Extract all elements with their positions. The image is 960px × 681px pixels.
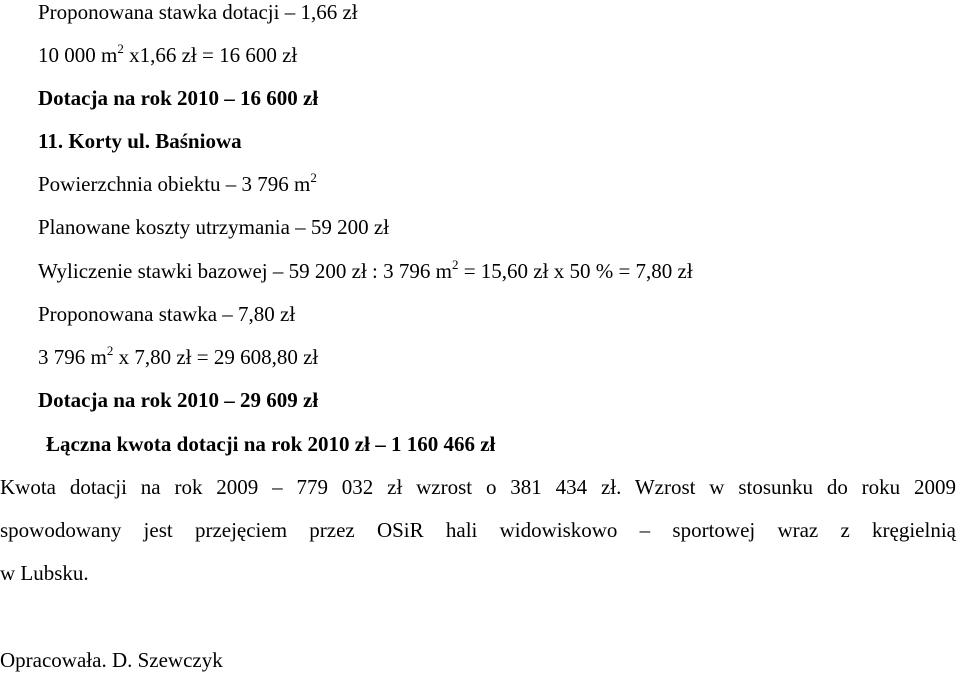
subsidy-2010-text-2: Dotacja na rok 2010 – 29 609 zł: [38, 388, 319, 412]
area-superscript: 2: [310, 170, 317, 185]
base-rate-superscript: 2: [451, 257, 459, 272]
calc-1-superscript: 2: [117, 41, 124, 56]
area-line: [38, 170, 317, 196]
total-subsidy-line: [46, 434, 495, 455]
section-heading-basniowa: [38, 131, 242, 152]
calc-1-part-a: 10 000 m: [38, 43, 118, 67]
base-rate-calculation-line: [38, 257, 693, 283]
section-heading-text: 11. Korty ul. Baśniowa: [38, 129, 242, 153]
proposed-rate-line: [38, 2, 358, 23]
total-subsidy-text: Łączna kwota dotacji na rok 2010 zł – 1 160 466 zł: [46, 432, 496, 456]
calc-2-part-a: 3 796 m: [38, 345, 107, 369]
base-rate-part-a: Wyliczenie stawki bazowej – 59 200 zł : 3 796 m: [38, 259, 452, 283]
paragraph-line-1: Kwota dotacji na rok 2009 – 779 032 zł wzrost o 381 434 zł. Wzrost w stosunku do roku 2009: [0, 475, 956, 499]
proposed-rate-text: Proponowana stawka dotacji – 1,66 zł: [38, 0, 358, 24]
paragraph-line-2: spowodowany jest przejęciem przez OSiR hali widowiskowo – sportowej wraz z kręgielnią: [0, 518, 956, 542]
signature-text: Opracowała. D. Szewczyk: [0, 648, 223, 672]
base-rate-part-b: = 15,60 zł x 50 % = 7,80 zł: [458, 259, 693, 283]
calc-1-part-b: x1,66 zł = 16 600 zł: [123, 43, 298, 67]
calculation-line-1: [38, 41, 298, 67]
planned-costs-line: [38, 217, 389, 238]
calc-2-part-b: x 7,80 zł = 29 608,80 zł: [113, 345, 319, 369]
proposed-rate-text-2: Proponowana stawka – 7,80 zł: [38, 302, 296, 326]
area-text: Powierzchnia obiektu – 3 796 m: [38, 172, 311, 196]
subsidy-2010-text-1: Dotacja na rok 2010 – 16 600 zł: [38, 86, 319, 110]
calculation-line-2: [38, 343, 319, 369]
subsidy-2010-line-2: [38, 390, 318, 411]
paragraph-line-3: [0, 563, 89, 584]
subsidy-2010-line-1: [38, 88, 318, 109]
calc-2-superscript: 2: [106, 343, 114, 358]
planned-costs-text: Planowane koszty utrzymania – 59 200 zł: [38, 215, 390, 239]
paragraph-line-3-text: w Lubsku.: [0, 561, 89, 585]
signature-line: [0, 650, 223, 671]
proposed-rate-line-2: [38, 304, 295, 325]
